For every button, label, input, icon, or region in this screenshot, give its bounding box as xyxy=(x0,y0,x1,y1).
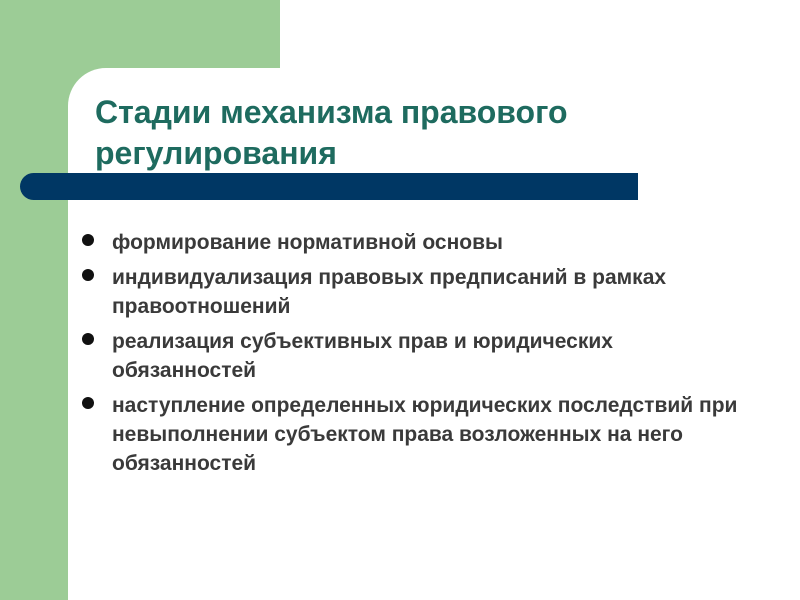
bullet-item xyxy=(82,228,742,257)
bullet-list xyxy=(82,228,742,484)
title-underline-bar xyxy=(20,173,638,200)
bullet-text: индивидуализация правовых предписаний в рамках правоотношений xyxy=(112,266,667,318)
bullet-item xyxy=(82,263,742,321)
bullet-dot-icon xyxy=(82,269,94,281)
slide-title: Стадии механизма правового регулирования xyxy=(95,94,568,171)
bullet-dot-icon xyxy=(82,333,94,345)
bullet-item xyxy=(82,391,742,478)
bullet-dot-icon xyxy=(82,234,94,246)
bullet-dot-icon xyxy=(82,397,94,409)
bullet-text: формирование нормативной основы xyxy=(112,231,503,254)
bullet-item xyxy=(82,327,742,385)
bullet-text: реализация субъективных прав и юридических обязанностей xyxy=(112,330,613,382)
bullet-text: наступление определенных юридических последствий при невыполнении субъектом права возложенных на него обязанностей xyxy=(112,394,738,475)
